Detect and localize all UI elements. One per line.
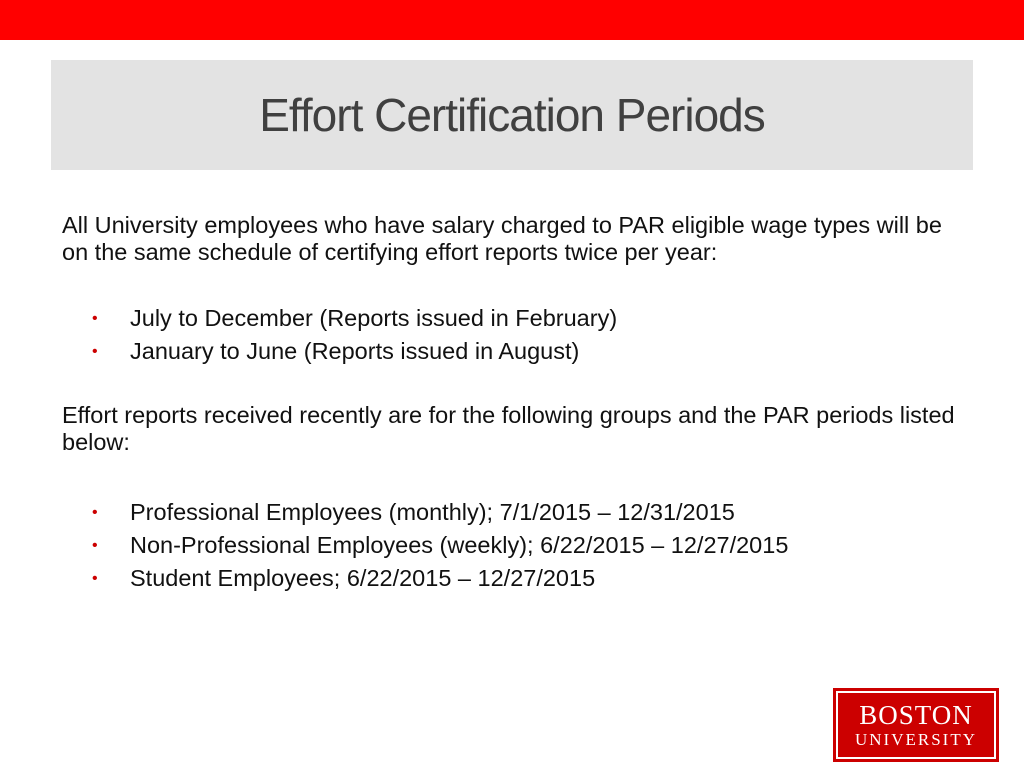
- slide-title: Effort Certification Periods: [259, 89, 765, 141]
- list-item: [92, 335, 962, 368]
- group-text: Student Employees; 6/22/2015 – 12/27/2015: [130, 565, 596, 591]
- bullet-icon: •: [92, 310, 98, 327]
- bullet-icon: •: [92, 504, 98, 521]
- intro-paragraph: All University employees who have salary charged to PAR eligible wage types will be on the same schedule of certifying effort reports twice per year:: [62, 212, 942, 265]
- top-accent-bar: [0, 0, 1024, 40]
- logo-line-1: BOSTON: [859, 700, 973, 730]
- group-text: Professional Employees (monthly); 7/1/2015 – 12/31/2015: [130, 499, 735, 525]
- bullet-icon: •: [92, 343, 98, 360]
- logo-line-2: UNIVERSITY: [855, 730, 977, 749]
- period-list: [62, 302, 962, 368]
- boston-university-logo: [833, 688, 999, 762]
- list-item: [92, 562, 962, 595]
- group-list: [62, 496, 962, 595]
- title-band: [51, 60, 973, 170]
- period-text: January to June (Reports issued in August): [130, 338, 580, 364]
- groups-paragraph: Effort reports received recently are for the following groups and the PAR periods listed below:: [62, 402, 955, 455]
- group-text: Non-Professional Employees (weekly); 6/22/2015 – 12/27/2015: [130, 532, 789, 558]
- bullet-icon: •: [92, 537, 98, 554]
- list-item: [92, 529, 962, 562]
- period-text: July to December (Reports issued in February): [130, 305, 618, 331]
- list-item: [92, 302, 962, 335]
- bullet-icon: •: [92, 570, 98, 587]
- list-item: [92, 496, 962, 529]
- slide-body: [62, 212, 962, 595]
- logo-frame: [836, 691, 996, 759]
